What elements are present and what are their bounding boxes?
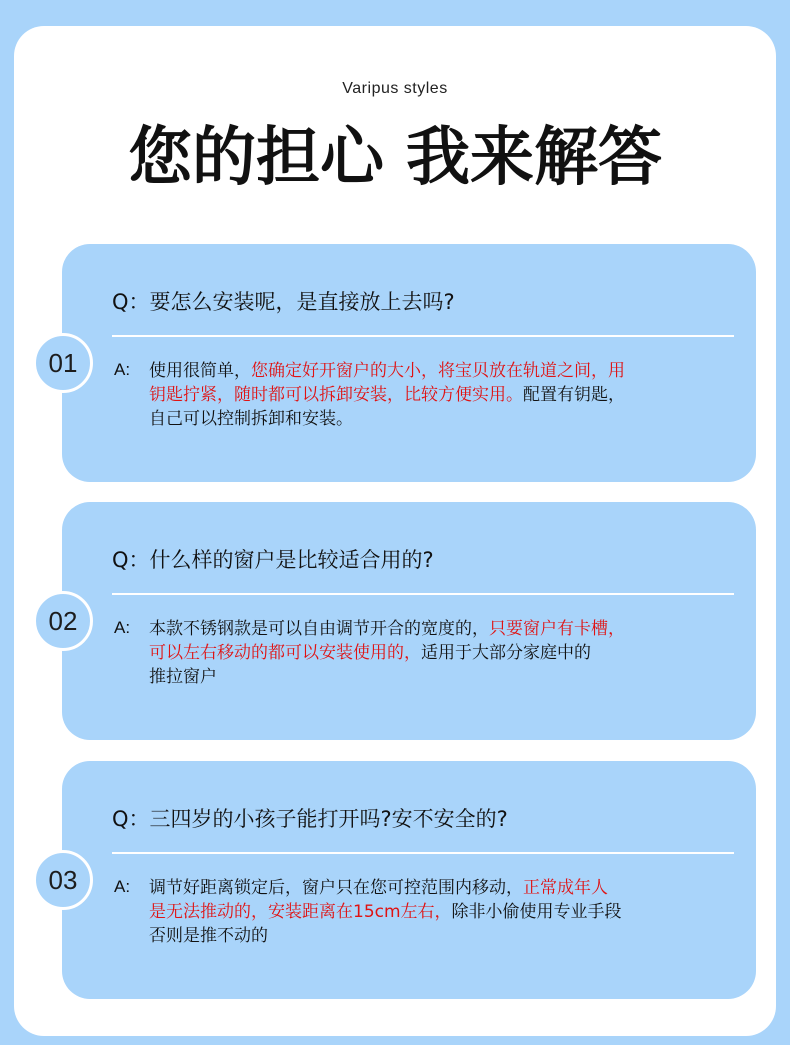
title-part-2: 我来解答 — [406, 121, 662, 195]
faq-answer — [149, 359, 734, 431]
answer-label: A: — [114, 618, 131, 637]
answer-highlight: 只要窗户有卡槽， — [489, 619, 625, 639]
answer-text: 推拉窗户 — [149, 667, 217, 687]
answer-text: 使用很简单， — [149, 361, 251, 381]
answer-highlight: 是无法推动的，安装距离在15cm左右， — [149, 902, 452, 922]
answer-text: 适用于大部分家庭中的 — [421, 643, 591, 663]
faq-question: Q：什么样的窗户是比较适合用的? — [112, 548, 434, 572]
answer-highlight: 可以左右移动的都可以安装使用的， — [149, 643, 421, 663]
faq-number-badge: 01 — [33, 333, 93, 393]
answer-highlight: 钥匙拧紧，随时都可以拆卸安装，比较方便实用。 — [149, 385, 523, 405]
answer-text: 配置有钥匙， — [523, 385, 625, 405]
answer-label: A: — [114, 877, 131, 896]
faq-number-badge: 03 — [33, 850, 93, 910]
answer-highlight: 正常成年人 — [523, 878, 608, 898]
answer-text: 调节好距离锁定后，窗户只在您可控范围内移动， — [149, 878, 523, 898]
answer-highlight: 您确定好开窗户的大小，将宝贝放在轨道之间，用 — [251, 361, 625, 381]
faq-item-3 — [48, 761, 756, 999]
faq-number-badge: 02 — [33, 591, 93, 651]
divider — [112, 593, 734, 595]
faq-question: Q：三四岁的小孩子能打开吗?安不安全的? — [112, 807, 508, 831]
answer-label: A: — [114, 360, 131, 379]
title-part-1: 您的担心 — [128, 121, 384, 195]
faq-answer — [149, 876, 734, 948]
faq-item-1 — [48, 244, 756, 482]
answer-text: 否则是推不动的 — [149, 926, 268, 946]
page-title — [0, 118, 790, 198]
answer-text: 本款不锈钢款是可以自由调节开合的宽度的， — [149, 619, 489, 639]
answer-text: 除非小偷使用专业手段 — [451, 902, 622, 922]
divider — [112, 335, 734, 337]
subtitle: Varipus styles — [342, 80, 448, 97]
faq-question: Q：要怎么安装呢，是直接放上去吗? — [112, 290, 455, 314]
divider — [112, 852, 734, 854]
answer-text: 自己可以控制拆卸和安装。 — [149, 409, 353, 429]
faq-item-2 — [48, 502, 756, 740]
faq-answer — [149, 617, 734, 689]
